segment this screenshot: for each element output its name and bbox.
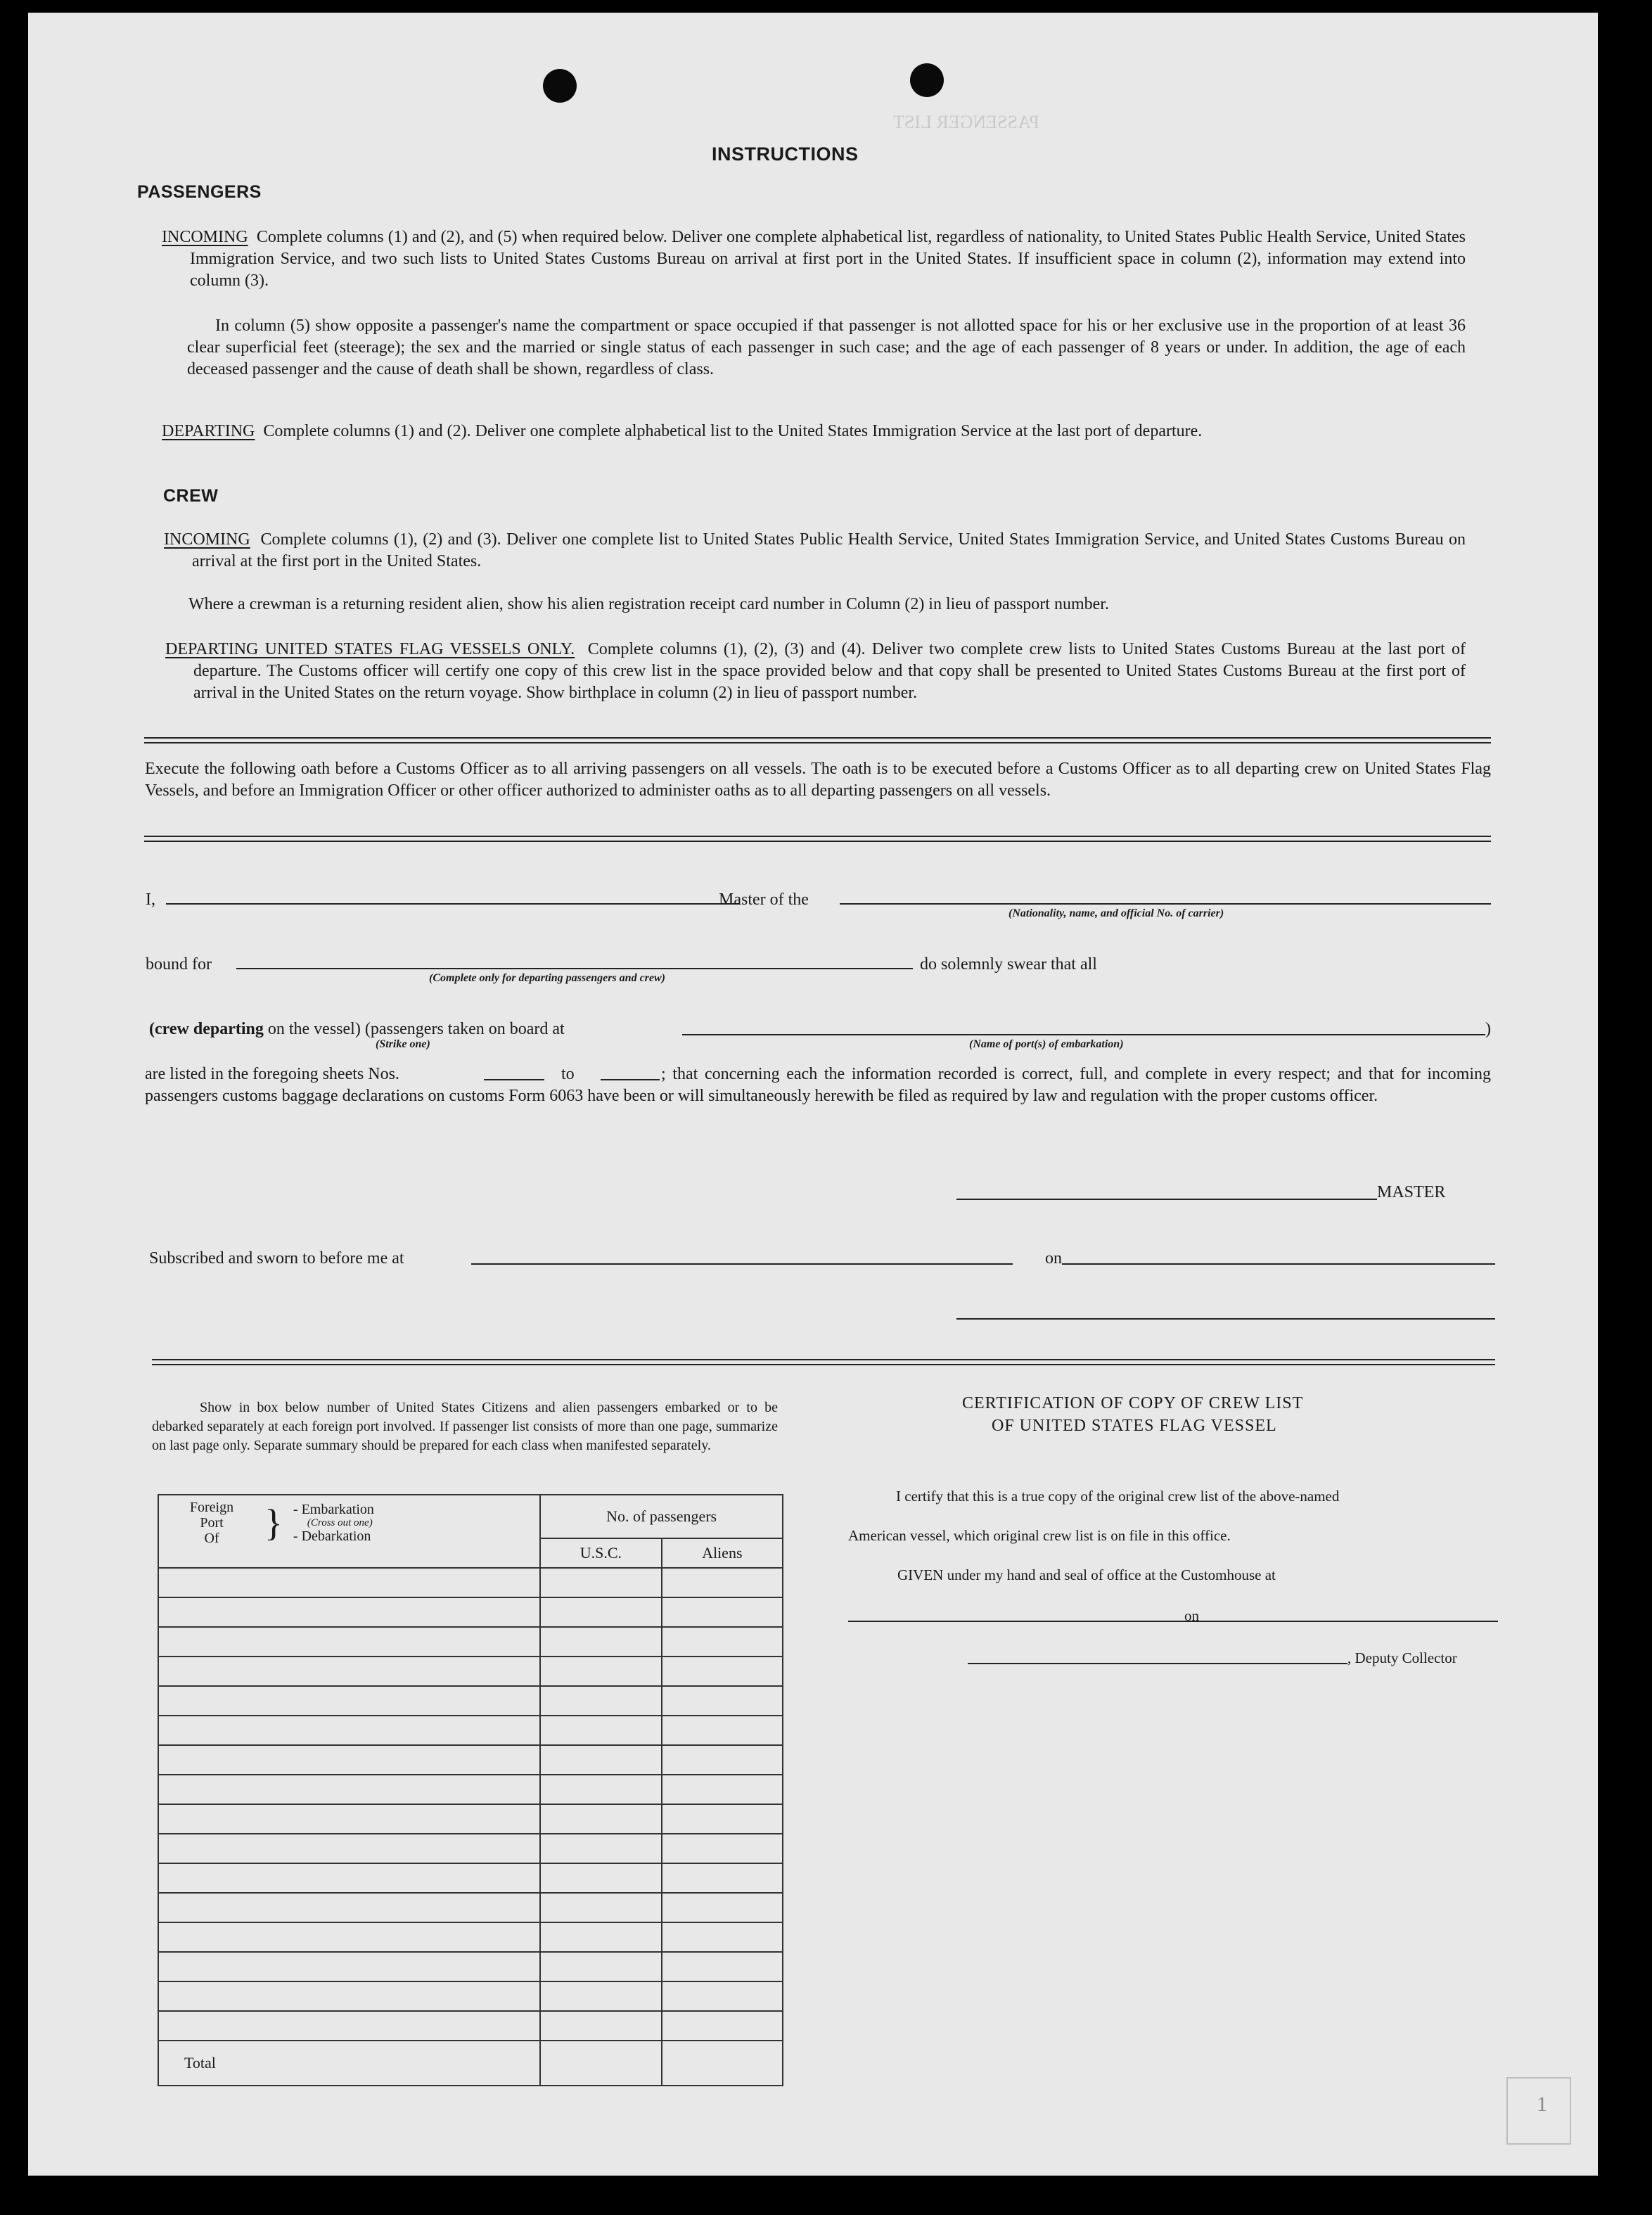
crew-heading: CREW (163, 486, 219, 506)
aliens-cell[interactable] (662, 1597, 783, 1627)
deputy-collector-signature-field[interactable] (968, 1663, 1347, 1664)
bleed-through-text: PASSENGER LIST (893, 112, 1039, 132)
master-signature-field[interactable] (956, 1199, 1377, 1200)
aliens-cell[interactable] (662, 1804, 783, 1834)
port-cell[interactable] (158, 1775, 540, 1804)
aliens-cell[interactable] (662, 1775, 783, 1804)
port-cell[interactable] (158, 1686, 540, 1716)
aliens-cell[interactable] (662, 1863, 783, 1893)
customhouse-location-field[interactable] (848, 1621, 1208, 1622)
usc-cell[interactable] (540, 1627, 661, 1657)
carrier-field[interactable] (840, 903, 1491, 905)
usc-cell[interactable] (540, 1716, 661, 1745)
departing-us-paragraph (165, 639, 1466, 704)
port-cell[interactable] (158, 1657, 540, 1686)
master-label: MASTER (1377, 1183, 1446, 1201)
incoming-passengers-text: Complete columns (1) and (2), and (5) when required below. Deliver one complete alphabetical list, regardless of nationality, to United States Public Health Service, United States Immigration Service, and two such lists to United States Customs Bureau on arrival at first port in the United States. If insufficient space in column (2), information may extend into column (3). (190, 228, 1466, 290)
sworn-location-field[interactable] (471, 1263, 1013, 1265)
aliens-cell[interactable] (662, 1657, 783, 1686)
master-of-the-label: Master of the (719, 891, 809, 909)
on-the-vessel-text: on the vessel) (267, 1020, 361, 1038)
aliens-cell[interactable] (662, 1893, 783, 1922)
certify-line1: I certify that this is a true copy of the original crew list of the above-named (896, 1488, 1340, 1505)
certification-title-line1: CERTIFICATION OF COPY OF CREW LIST (962, 1394, 1304, 1412)
departing-passengers-paragraph (162, 421, 1466, 442)
usc-cell[interactable] (540, 1804, 661, 1834)
complete-only-hint: (Complete only for departing passengers and crew) (429, 972, 665, 984)
sworn-on-label: on (1045, 1249, 1062, 1268)
no-of-passengers-header: No. of passengers (540, 1495, 783, 1538)
aliens-cell[interactable] (662, 1952, 783, 1981)
usc-cell[interactable] (540, 1834, 661, 1863)
departing-us-label: DEPARTING UNITED STATES FLAG VESSELS ONLY. (165, 640, 575, 658)
usc-cell[interactable] (540, 1568, 661, 1597)
total-usc-cell[interactable] (540, 2041, 661, 2086)
certify-line2: American vessel, which original crew list is on file in this office. (848, 1527, 1231, 1544)
usc-cell[interactable] (540, 2011, 661, 2041)
departing-us-text: Complete columns (1), (2), (3) and (4). Deliver two complete crew lists to United States Customs Bureau at the last port of departure. The Customs officer will certify one copy of this crew list in the space provided below and that copy shall be presented to United States Customs Bureau at the first port of arrival in the United States on the return voyage. Show birthplace in column (2) in lieu of passport number. (193, 640, 1466, 702)
usc-cell[interactable] (540, 1863, 661, 1893)
port-cell[interactable] (158, 1627, 540, 1657)
bound-for-label: bound for (146, 955, 212, 974)
ports-hint: (Name of port(s) of embarkation) (969, 1038, 1124, 1050)
port-cell[interactable] (158, 1804, 540, 1834)
aliens-cell[interactable] (662, 1686, 783, 1716)
nationality-hint: (Nationality, name, and official No. of carrier) (1009, 907, 1224, 919)
crew-departing-text: (crew departing (149, 1020, 264, 1038)
usc-header: U.S.C. (540, 1538, 661, 1568)
total-aliens-cell[interactable] (662, 2041, 783, 2086)
bound-for-field[interactable] (236, 968, 913, 969)
instructions-title: INSTRUCTIONS (712, 143, 859, 165)
port-cell[interactable] (158, 2011, 540, 2041)
subscribed-label: Subscribed and sworn to before me at (149, 1249, 404, 1268)
aliens-cell[interactable] (662, 2011, 783, 2041)
port-cell[interactable] (158, 1745, 540, 1775)
incoming-crew-label: INCOMING (164, 530, 250, 549)
cert-date-field[interactable] (1205, 1621, 1498, 1622)
strike-one-phrase (149, 1019, 565, 1040)
departing-passengers-text: Complete columns (1) and (2). Deliver one complete alphabetical list to the United States Immigration Service at the last port of departure. (263, 422, 1203, 440)
aliens-cell[interactable] (662, 1745, 783, 1775)
aliens-cell[interactable] (662, 1922, 783, 1952)
passenger-summary-table (158, 1494, 783, 2086)
debarkation-label: - Debarkation (293, 1528, 371, 1544)
usc-cell[interactable] (540, 1775, 661, 1804)
embarkation-label: - Embarkation (293, 1502, 374, 1517)
concerning-text: ; that concerning each the information recorded is correct, full, and complete in every respect; and that for incoming passengers customs baggage declarations on customs Form 6063 have been or will simultaneously herewith be filed as required by law and regulation with the proper customs officer. (145, 1065, 1491, 1105)
port-cell[interactable] (158, 1568, 540, 1597)
oath-intro: Execute the following oath before a Customs Officer as to all arriving passengers on all vessels. The oath is to be executed before a Customs Officer as to all departing crew on United States Flag Vessels, and before an Immigration Officer or other officer authorized to administer oaths as to all departing passengers on all vessels. (145, 760, 1491, 800)
to-label: to (561, 1065, 575, 1083)
total-label: Total (158, 2041, 540, 2086)
incoming-label: INCOMING (162, 228, 248, 246)
swear-text: do solemnly swear that all (920, 955, 1097, 974)
punch-hole (910, 63, 944, 97)
aliens-cell[interactable] (662, 1834, 783, 1863)
incoming-passengers-paragraph (162, 226, 1466, 292)
column5-paragraph: In column (5) show opposite a passenger's name the compartment or space occupied if that passenger is not allotted space for his or her exclusive use in the proportion of at least 36 clear superficial feet (steerage); the sex and the married or single status of each passenger in such case; and the age of each passenger of 8 years or under. In addition, the age of each deceased passenger and the cause of death shall be shown, regardless of class. (187, 317, 1466, 378)
foreign-port-header: Foreign Port Of } - Embarkation (Cross out one) - Debarkation (158, 1495, 540, 1568)
foreign-label: Foreign (189, 1500, 234, 1515)
page-corner-number: 1 (1537, 2093, 1547, 2116)
document-page (28, 13, 1598, 2176)
master-name-field[interactable] (166, 903, 740, 905)
aliens-header: Aliens (662, 1538, 783, 1568)
aliens-cell[interactable] (662, 1627, 783, 1657)
deputy-collector-label: , Deputy Collector (1347, 1649, 1457, 1666)
strike-one-hint: (Strike one) (376, 1038, 430, 1050)
port-cell[interactable] (158, 1834, 540, 1863)
usc-cell[interactable] (540, 1745, 661, 1775)
port-cell[interactable] (158, 1952, 540, 1981)
officer-signature-field[interactable] (956, 1318, 1495, 1320)
usc-cell[interactable] (540, 1893, 661, 1922)
port-cell[interactable] (158, 1922, 540, 1952)
of-label: Of (204, 1531, 219, 1546)
usc-cell[interactable] (540, 1981, 661, 2011)
aliens-cell[interactable] (662, 1981, 783, 2011)
port-cell[interactable] (158, 1863, 540, 1893)
cross-out-hint: (Cross out one) (307, 1517, 373, 1528)
port-cell[interactable] (158, 1597, 540, 1627)
punch-hole (543, 69, 577, 103)
certification-title-line2: OF UNITED STATES FLAG VESSEL (992, 1417, 1277, 1435)
port-cell[interactable] (158, 1893, 540, 1922)
summary-instructions: Show in box below number of United States Citizens and alien passengers embarked or to be debarked separately at each foreign port involved. If passenger list consists of more than one page, summarize on last page only. Separate summary should be prepared for each class when manifested separately. (152, 1400, 778, 1453)
page-corner-box (1506, 2077, 1571, 2145)
incoming-crew-text: Complete columns (1), (2) and (3). Deliver one complete list to United States Public Health Service, United States Immigration Service, and United States Customs Bureau on arrival at the first port in the United States. (192, 530, 1466, 570)
port-cell[interactable] (158, 1981, 540, 2011)
usc-cell[interactable] (540, 1597, 661, 1627)
close-paren: ) (1485, 1020, 1491, 1038)
port-cell[interactable] (158, 1716, 540, 1745)
aliens-cell[interactable] (662, 1716, 783, 1745)
cert-on-label: on (1184, 1607, 1199, 1624)
usc-cell[interactable] (540, 1952, 661, 1981)
usc-cell[interactable] (540, 1657, 661, 1686)
sworn-date-field[interactable] (1062, 1263, 1495, 1265)
passengers-taken-text: (passengers taken on board at (364, 1020, 565, 1038)
given-text: GIVEN under my hand and seal of office at the Customhouse at (897, 1566, 1276, 1583)
usc-cell[interactable] (540, 1922, 661, 1952)
departing-label: DEPARTING (162, 422, 255, 440)
section-divider (144, 836, 1491, 842)
aliens-cell[interactable] (662, 1568, 783, 1597)
crewman-paragraph: Where a crewman is a returning resident alien, show his alien registration receipt card number in Column (2) in lieu of passport number. (188, 595, 1109, 613)
usc-cell[interactable] (540, 1686, 661, 1716)
passengers-heading: PASSENGERS (137, 182, 262, 202)
section-divider (152, 1359, 1495, 1365)
section-divider (144, 737, 1491, 743)
embarkation-ports-field[interactable] (682, 1034, 1485, 1035)
incoming-crew-paragraph (164, 529, 1466, 573)
listed-text: are listed in the foregoing sheets Nos. (145, 1065, 399, 1083)
oath-i: I, (146, 891, 155, 909)
port-label: Port (200, 1515, 224, 1531)
